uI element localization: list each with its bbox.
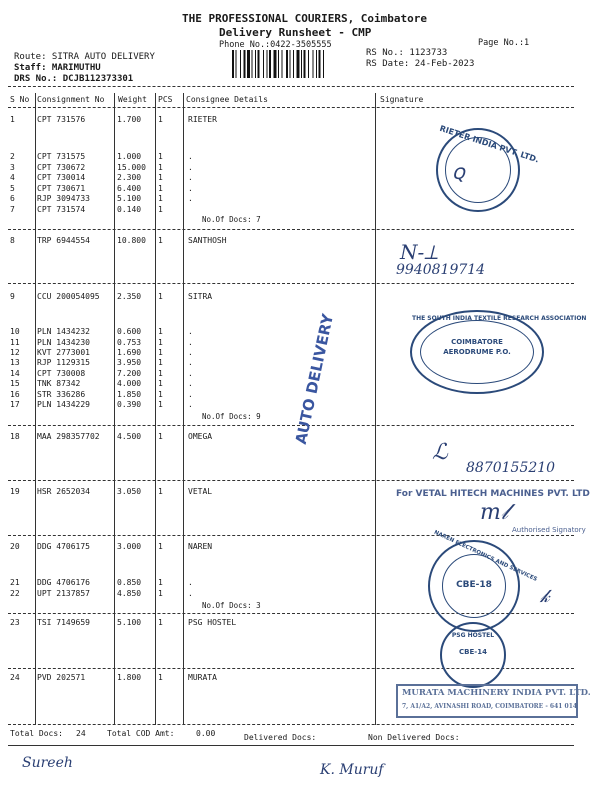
page-number: Page No.:1 — [478, 38, 530, 48]
cell-sno: 16 — [10, 390, 20, 399]
cell-sno: 23 — [10, 618, 20, 627]
cell-pcs: 1 — [158, 292, 163, 301]
doc-count: No.Of Docs: 7 — [202, 215, 261, 224]
cell-details: . — [188, 348, 193, 357]
cell-details: . — [188, 184, 193, 193]
cell-cons: CPT 731576 — [37, 115, 86, 124]
signature: N-⟂ — [400, 240, 438, 264]
cell-details: . — [188, 358, 193, 367]
cell-sno: 15 — [10, 379, 20, 388]
cell-sno: 24 — [10, 673, 20, 682]
cell-cons: CPT 731574 — [37, 205, 86, 214]
cell-weight: 1.700 — [117, 115, 142, 124]
cell-cons: RJP 1129315 — [37, 358, 90, 367]
cell-cons: KVT 2773001 — [37, 348, 90, 357]
cell-weight: 3.050 — [117, 487, 142, 496]
cell-weight: 4.850 — [117, 589, 142, 598]
cell-sno: 5 — [10, 184, 15, 193]
table-row — [0, 236, 600, 248]
delivered-label: Delivered Docs: — [244, 733, 317, 742]
col-pcs: PCS — [158, 95, 173, 104]
cell-cons: PLN 1434229 — [37, 400, 90, 409]
cell-pcs: 1 — [158, 390, 163, 399]
cell-pcs: 1 — [158, 115, 163, 124]
cell-details: MURATA — [188, 673, 217, 682]
cell-pcs: 1 — [158, 348, 163, 357]
cell-details: NAREN — [188, 542, 213, 551]
total-docs-label: Total Docs: — [10, 729, 63, 738]
cell-weight: 10.800 — [117, 236, 146, 245]
cell-cons: RJP 3094733 — [37, 194, 90, 203]
cell-sno: 6 — [10, 194, 15, 203]
cell-details: . — [188, 163, 193, 172]
drs-number: DRS No.: DCJB112373301 — [14, 74, 134, 84]
cell-sno: 17 — [10, 400, 20, 409]
cell-pcs: 1 — [158, 673, 163, 682]
cell-cons: CPT 730672 — [37, 163, 86, 172]
table-row — [0, 618, 600, 630]
doc-count: No.Of Docs: 9 — [202, 412, 261, 421]
table-row — [0, 542, 600, 554]
cell-details: PSG HOSTEL — [188, 618, 237, 627]
rs-number: RS No.: 1123733 — [366, 48, 448, 58]
cell-weight: 2.300 — [117, 173, 142, 182]
cell-sno: 1 — [10, 115, 15, 124]
cell-pcs: 1 — [158, 400, 163, 409]
cell-pcs: 1 — [158, 487, 163, 496]
cell-cons: TRP 6944554 — [37, 236, 90, 245]
cell-details: . — [188, 173, 193, 182]
cell-weight: 3.950 — [117, 358, 142, 367]
company-title: THE PROFESSIONAL COURIERS, Coimbatore — [182, 12, 428, 25]
cell-pcs: 1 — [158, 163, 163, 172]
cell-sno: 3 — [10, 163, 15, 172]
cell-cons: HSR 2652034 — [37, 487, 90, 496]
cell-sno: 19 — [10, 487, 20, 496]
route: Route: SITRA AUTO DELIVERY — [14, 52, 155, 62]
cell-weight: 1.800 — [117, 673, 142, 682]
cell-sno: 12 — [10, 348, 20, 357]
col-weight: Weight — [118, 95, 147, 104]
cell-pcs: 1 — [158, 589, 163, 598]
cell-weight: 1.850 — [117, 390, 142, 399]
cell-weight: 1.000 — [117, 152, 142, 161]
signature: ℒ — [432, 440, 448, 465]
signature: m𝓁 — [480, 500, 509, 525]
rs-date: RS Date: 24-Feb-2023 — [366, 59, 475, 69]
cell-details: . — [188, 327, 193, 336]
vetal-stamp-sub: Authorised Signatory — [512, 526, 586, 534]
signature-bottom-right: K. Muruf — [320, 762, 384, 778]
cell-pcs: 1 — [158, 173, 163, 182]
cell-sno: 7 — [10, 205, 15, 214]
cell-pcs: 1 — [158, 432, 163, 441]
cell-pcs: 1 — [158, 327, 163, 336]
total-cod-value: 0.00 — [196, 729, 216, 738]
phone-number: Phone No.:0422-3505555 — [219, 40, 332, 50]
signature: ꞯ — [452, 160, 465, 184]
cell-cons: UPT 2137857 — [37, 589, 90, 598]
cell-details: . — [188, 390, 193, 399]
cell-cons: PLN 1434230 — [37, 338, 90, 347]
total-cod-label: Total COD Amt: — [107, 729, 175, 738]
cell-cons: DDG 4706176 — [37, 578, 90, 587]
cell-cons: PVD 202571 — [37, 673, 86, 682]
cell-pcs: 1 — [158, 152, 163, 161]
cell-pcs: 1 — [158, 338, 163, 347]
cell-sno: 4 — [10, 173, 15, 182]
cell-details: . — [188, 400, 193, 409]
cell-pcs: 1 — [158, 379, 163, 388]
cell-sno: 8 — [10, 236, 15, 245]
cell-pcs: 1 — [158, 184, 163, 193]
cell-sno: 10 — [10, 327, 20, 336]
cell-weight: 3.000 — [117, 542, 142, 551]
cell-details: SANTHOSH — [188, 236, 227, 245]
cell-weight: 0.140 — [117, 205, 142, 214]
cell-details: SITRA — [188, 292, 213, 301]
cell-details: . — [188, 338, 193, 347]
total-docs-value: 24 — [76, 729, 86, 738]
cell-sno: 2 — [10, 152, 15, 161]
murata-stamp: MURATA MACHINERY INDIA PVT. LTD. 7, A1/A2, AVINASHI ROAD, COIMBATORE - 641 014 — [396, 684, 578, 718]
cell-sno: 18 — [10, 432, 20, 441]
cell-weight: 15.000 — [117, 163, 146, 172]
cell-weight: 5.100 — [117, 194, 142, 203]
cell-details: . — [188, 589, 193, 598]
runsheet-subtitle: Delivery Runsheet - CMP — [219, 26, 372, 39]
cell-pcs: 1 — [158, 542, 163, 551]
cell-cons: CPT 730671 — [37, 184, 86, 193]
cell-weight: 0.753 — [117, 338, 142, 347]
cell-details: . — [188, 578, 193, 587]
cell-sno: 9 — [10, 292, 15, 301]
col-consignment: Consignment No — [37, 95, 105, 104]
signature-bottom-left: Sureeh — [22, 755, 73, 771]
cell-cons: CPT 730008 — [37, 369, 86, 378]
cell-weight: 7.200 — [117, 369, 142, 378]
cell-pcs: 1 — [158, 194, 163, 203]
rieter-stamp-text: RIETER INDIA PVT. LTD. — [438, 123, 541, 165]
cell-weight: 4.500 — [117, 432, 142, 441]
cell-cons: TSI 7149659 — [37, 618, 90, 627]
doc-count: No.Of Docs: 3 — [202, 601, 261, 610]
cell-details: . — [188, 152, 193, 161]
col-consignee: Consignee Details — [186, 95, 268, 104]
cell-sno: 20 — [10, 542, 20, 551]
cell-weight: 2.350 — [117, 292, 142, 301]
staff: Staff: MARIMUTHU — [14, 63, 101, 73]
non-delivered-label: Non Delivered Docs: — [368, 733, 460, 742]
psg-stamp: PSG HOSTEL CBE-14 — [440, 622, 506, 688]
handwritten-phone: 9940819714 — [396, 262, 486, 278]
table-row — [0, 292, 600, 304]
naren-stamp: NAREN ELECTRONICS AND SERVICES CBE-18 — [428, 540, 520, 632]
cell-sno: 14 — [10, 369, 20, 378]
cell-sno: 21 — [10, 578, 20, 587]
cell-weight: 0.390 — [117, 400, 142, 409]
cell-weight: 1.690 — [117, 348, 142, 357]
rieter-stamp — [436, 123, 541, 212]
col-signature: Signature — [380, 95, 424, 104]
table-row — [0, 115, 600, 127]
cell-cons: CCU 200054095 — [37, 292, 100, 301]
cell-pcs: 1 — [158, 578, 163, 587]
cell-sno: 11 — [10, 338, 20, 347]
cell-details: . — [188, 369, 193, 378]
cell-pcs: 1 — [158, 369, 163, 378]
cell-cons: CPT 731575 — [37, 152, 86, 161]
cell-details: RIETER — [188, 115, 217, 124]
barcode — [230, 50, 358, 80]
cell-details: VETAL — [188, 487, 213, 496]
cell-pcs: 1 — [158, 236, 163, 245]
cell-details: . — [188, 194, 193, 203]
cell-details: . — [188, 379, 193, 388]
auto-delivery-stamp: AUTO DELIVERY — [291, 312, 338, 446]
signature: 𝓀 — [540, 586, 550, 607]
cell-cons: STR 336286 — [37, 390, 86, 399]
cell-cons: DDG 4706175 — [37, 542, 90, 551]
sitra-stamp: THE SOUTH INDIA TEXTILE RESEARCH ASSOCIATION COIMBATORE AERODRUME P.O. — [410, 310, 544, 394]
col-sno: S No — [10, 95, 30, 104]
cell-weight: 0.600 — [117, 327, 142, 336]
cell-weight: 4.000 — [117, 379, 142, 388]
cell-cons: MAA 298357702 — [37, 432, 100, 441]
cell-weight: 0.850 — [117, 578, 142, 587]
vetal-stamp: For VETAL HITECH MACHINES PVT. LTD — [396, 489, 590, 499]
table-row — [0, 205, 600, 217]
cell-cons: PLN 1434232 — [37, 327, 90, 336]
cell-sno: 22 — [10, 589, 20, 598]
cell-pcs: 1 — [158, 205, 163, 214]
cell-pcs: 1 — [158, 618, 163, 627]
cell-weight: 6.400 — [117, 184, 142, 193]
cell-details: OMEGA — [188, 432, 213, 441]
cell-pcs: 1 — [158, 358, 163, 367]
cell-cons: TNK 87342 — [37, 379, 81, 388]
table-header — [0, 95, 600, 107]
cell-sno: 13 — [10, 358, 20, 367]
cell-weight: 5.100 — [117, 618, 142, 627]
handwritten-phone: 8870155210 — [466, 460, 556, 476]
cell-cons: CPT 730014 — [37, 173, 86, 182]
